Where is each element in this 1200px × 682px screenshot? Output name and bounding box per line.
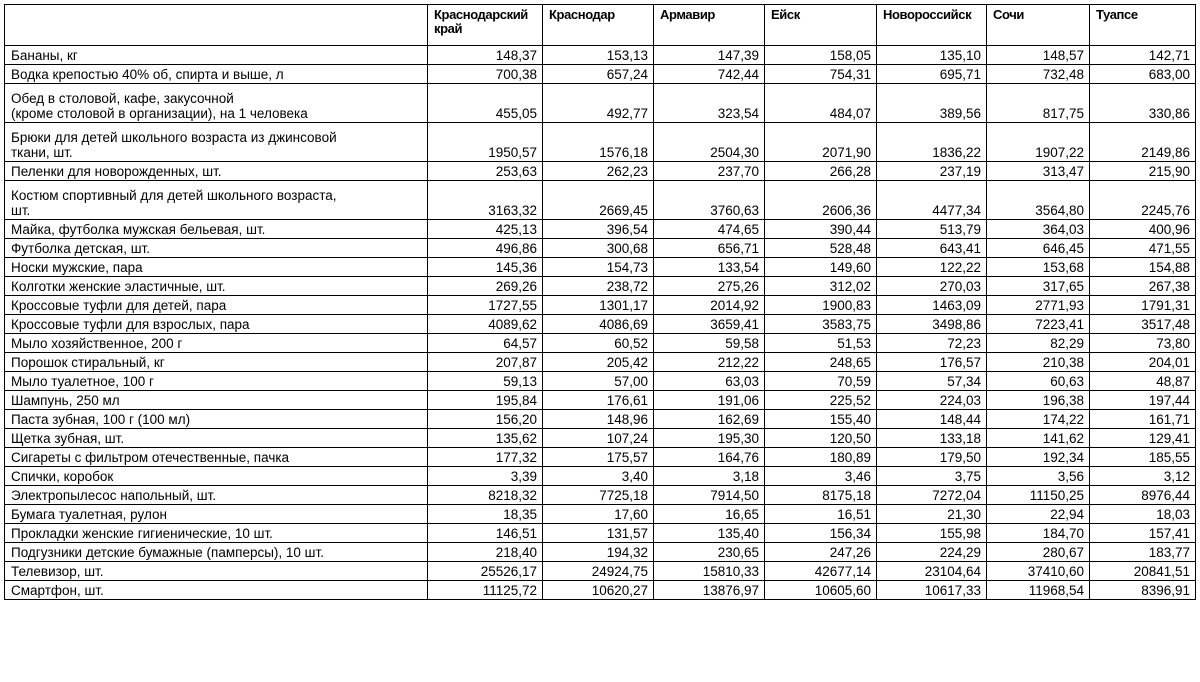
price-cell: 153,68 (987, 258, 1090, 277)
price-cell: 145,36 (428, 258, 543, 277)
table-row (5, 277, 1196, 296)
price-cell: 120,50 (765, 429, 877, 448)
price-cell: 496,86 (428, 239, 543, 258)
header-tuapse: Туапсе (1090, 5, 1196, 46)
price-cell: 1463,09 (877, 296, 987, 315)
price-cell: 59,58 (654, 334, 765, 353)
price-cell: 107,24 (543, 429, 654, 448)
price-cell: 11125,72 (428, 581, 543, 600)
price-cell: 817,75 (987, 84, 1090, 123)
row-label: Майка, футболка мужская бельевая, шт. (5, 220, 428, 239)
price-cell: 8175,18 (765, 486, 877, 505)
price-cell: 154,88 (1090, 258, 1196, 277)
price-cell: 21,30 (877, 505, 987, 524)
table-row (5, 543, 1196, 562)
header-yeysk: Ейск (765, 5, 877, 46)
price-cell: 161,71 (1090, 410, 1196, 429)
price-cell: 330,86 (1090, 84, 1196, 123)
price-table (4, 4, 1196, 600)
price-cell: 2504,30 (654, 123, 765, 162)
price-cell: 238,72 (543, 277, 654, 296)
price-cell: 7914,50 (654, 486, 765, 505)
table-row (5, 296, 1196, 315)
table-row (5, 239, 1196, 258)
price-cell: 153,13 (543, 46, 654, 65)
price-cell: 253,63 (428, 162, 543, 181)
price-cell: 1576,18 (543, 123, 654, 162)
price-cell: 2071,90 (765, 123, 877, 162)
price-cell: 700,38 (428, 65, 543, 84)
price-cell: 8396,91 (1090, 581, 1196, 600)
price-cell: 657,24 (543, 65, 654, 84)
table-row (5, 181, 1196, 220)
price-cell: 18,35 (428, 505, 543, 524)
price-cell: 269,26 (428, 277, 543, 296)
price-cell: 742,44 (654, 65, 765, 84)
price-cell: 10605,60 (765, 581, 877, 600)
price-cell: 148,37 (428, 46, 543, 65)
price-cell: 82,29 (987, 334, 1090, 353)
table-row (5, 372, 1196, 391)
row-label: Прокладки женские гигиенические, 10 шт. (5, 524, 428, 543)
price-cell: 2606,36 (765, 181, 877, 220)
price-cell: 683,00 (1090, 65, 1196, 84)
row-label: Спички, коробок (5, 467, 428, 486)
price-cell: 3,75 (877, 467, 987, 486)
price-cell: 247,26 (765, 543, 877, 562)
price-cell: 183,77 (1090, 543, 1196, 562)
row-label: Паста зубная, 100 г (100 мл) (5, 410, 428, 429)
price-cell: 176,61 (543, 391, 654, 410)
price-cell: 192,34 (987, 448, 1090, 467)
price-cell: 317,65 (987, 277, 1090, 296)
price-cell: 3583,75 (765, 315, 877, 334)
price-cell: 7223,41 (987, 315, 1090, 334)
row-label: Бананы, кг (5, 46, 428, 65)
price-cell: 280,67 (987, 543, 1090, 562)
price-cell: 1791,31 (1090, 296, 1196, 315)
header-krasnodar-krai: Краснодарский край (428, 5, 543, 46)
header-sochi: Сочи (987, 5, 1090, 46)
table-row (5, 391, 1196, 410)
table-row (5, 258, 1196, 277)
header-novorossiysk: Новороссийск (877, 5, 987, 46)
price-cell: 191,06 (654, 391, 765, 410)
table-row (5, 562, 1196, 581)
price-cell: 471,55 (1090, 239, 1196, 258)
row-label: Электропылесос напольный, шт. (5, 486, 428, 505)
price-cell: 3,40 (543, 467, 654, 486)
price-cell: 3498,86 (877, 315, 987, 334)
price-cell: 195,30 (654, 429, 765, 448)
price-cell: 122,22 (877, 258, 987, 277)
price-cell: 215,90 (1090, 162, 1196, 181)
price-cell: 155,98 (877, 524, 987, 543)
price-cell: 646,45 (987, 239, 1090, 258)
price-cell: 204,01 (1090, 353, 1196, 372)
price-cell: 17,60 (543, 505, 654, 524)
table-row (5, 162, 1196, 181)
price-cell: 73,80 (1090, 334, 1196, 353)
price-cell: 732,48 (987, 65, 1090, 84)
price-cell: 218,40 (428, 543, 543, 562)
price-cell: 1950,57 (428, 123, 543, 162)
table-row (5, 410, 1196, 429)
price-cell: 1907,22 (987, 123, 1090, 162)
price-cell: 400,96 (1090, 220, 1196, 239)
price-cell: 64,57 (428, 334, 543, 353)
table-row (5, 524, 1196, 543)
price-cell: 3,56 (987, 467, 1090, 486)
row-label: Мыло хозяйственное, 200 г (5, 334, 428, 353)
row-label: Мыло туалетное, 100 г (5, 372, 428, 391)
table-row (5, 448, 1196, 467)
price-cell: 474,65 (654, 220, 765, 239)
price-cell: 695,71 (877, 65, 987, 84)
price-cell: 72,23 (877, 334, 987, 353)
price-cell: 63,03 (654, 372, 765, 391)
price-cell: 60,63 (987, 372, 1090, 391)
price-cell: 8976,44 (1090, 486, 1196, 505)
price-cell: 237,70 (654, 162, 765, 181)
price-cell: 16,65 (654, 505, 765, 524)
price-cell: 1836,22 (877, 123, 987, 162)
table-row (5, 581, 1196, 600)
price-cell: 1301,17 (543, 296, 654, 315)
price-cell: 643,41 (877, 239, 987, 258)
price-cell: 18,03 (1090, 505, 1196, 524)
table-row (5, 334, 1196, 353)
price-cell: 42677,14 (765, 562, 877, 581)
price-cell: 177,32 (428, 448, 543, 467)
price-cell: 176,57 (877, 353, 987, 372)
price-cell: 390,44 (765, 220, 877, 239)
price-cell: 224,03 (877, 391, 987, 410)
price-cell: 2014,92 (654, 296, 765, 315)
header-armavir: Армавир (654, 5, 765, 46)
price-cell: 149,60 (765, 258, 877, 277)
price-cell: 3,12 (1090, 467, 1196, 486)
price-cell: 135,62 (428, 429, 543, 448)
row-label: Шампунь, 250 мл (5, 391, 428, 410)
price-cell: 154,73 (543, 258, 654, 277)
price-cell: 148,44 (877, 410, 987, 429)
price-cell: 141,62 (987, 429, 1090, 448)
table-row (5, 46, 1196, 65)
row-label: Кроссовые туфли для взрослых, пара (5, 315, 428, 334)
price-cell: 195,84 (428, 391, 543, 410)
header-row (5, 5, 1196, 46)
price-cell: 484,07 (765, 84, 877, 123)
price-cell: 396,54 (543, 220, 654, 239)
price-cell: 313,47 (987, 162, 1090, 181)
price-cell: 148,96 (543, 410, 654, 429)
price-cell: 131,57 (543, 524, 654, 543)
header-krasnodar: Краснодар (543, 5, 654, 46)
table-row (5, 65, 1196, 84)
price-cell: 2149,86 (1090, 123, 1196, 162)
price-cell: 3,46 (765, 467, 877, 486)
price-cell: 197,44 (1090, 391, 1196, 410)
price-cell: 157,41 (1090, 524, 1196, 543)
price-cell: 57,34 (877, 372, 987, 391)
price-cell: 364,03 (987, 220, 1090, 239)
row-label: Подгузники детские бумажные (памперсы), 10 шт. (5, 543, 428, 562)
price-cell: 156,34 (765, 524, 877, 543)
price-cell: 162,69 (654, 410, 765, 429)
price-cell: 3659,41 (654, 315, 765, 334)
table-row (5, 220, 1196, 239)
price-cell: 129,41 (1090, 429, 1196, 448)
price-cell: 270,03 (877, 277, 987, 296)
price-cell: 184,70 (987, 524, 1090, 543)
price-cell: 48,87 (1090, 372, 1196, 391)
price-cell: 147,39 (654, 46, 765, 65)
price-cell: 1727,55 (428, 296, 543, 315)
price-cell: 24924,75 (543, 562, 654, 581)
table-row (5, 84, 1196, 123)
price-cell: 142,71 (1090, 46, 1196, 65)
price-cell: 389,56 (877, 84, 987, 123)
price-cell: 4089,62 (428, 315, 543, 334)
price-cell: 528,48 (765, 239, 877, 258)
price-cell: 266,28 (765, 162, 877, 181)
price-cell: 70,59 (765, 372, 877, 391)
price-cell: 135,40 (654, 524, 765, 543)
price-cell: 3,39 (428, 467, 543, 486)
header-blank (5, 5, 428, 46)
price-cell: 513,79 (877, 220, 987, 239)
price-cell: 23104,64 (877, 562, 987, 581)
row-label: Водка крепостью 40% об, спирта и выше, л (5, 65, 428, 84)
price-cell: 158,05 (765, 46, 877, 65)
price-cell: 3760,63 (654, 181, 765, 220)
price-cell: 57,00 (543, 372, 654, 391)
price-cell: 10620,27 (543, 581, 654, 600)
price-cell: 207,87 (428, 353, 543, 372)
price-cell: 194,32 (543, 543, 654, 562)
row-label: Телевизор, шт. (5, 562, 428, 581)
price-cell: 3564,80 (987, 181, 1090, 220)
price-cell: 492,77 (543, 84, 654, 123)
price-cell: 224,29 (877, 543, 987, 562)
price-cell: 2245,76 (1090, 181, 1196, 220)
price-cell: 148,57 (987, 46, 1090, 65)
row-label: Бумага туалетная, рулон (5, 505, 428, 524)
price-cell: 60,52 (543, 334, 654, 353)
table-header (5, 5, 1196, 46)
price-cell: 4477,34 (877, 181, 987, 220)
price-cell: 11968,54 (987, 581, 1090, 600)
row-label: Обед в столовой, кафе, закусочной (кроме столовой в организации), на 1 человека (5, 84, 428, 123)
price-cell: 25526,17 (428, 562, 543, 581)
row-label: Пеленки для новорожденных, шт. (5, 162, 428, 181)
price-cell: 300,68 (543, 239, 654, 258)
price-cell: 225,52 (765, 391, 877, 410)
price-cell: 156,20 (428, 410, 543, 429)
price-cell: 205,42 (543, 353, 654, 372)
row-label: Колготки женские эластичные, шт. (5, 277, 428, 296)
price-cell: 754,31 (765, 65, 877, 84)
price-cell: 146,51 (428, 524, 543, 543)
price-cell: 275,26 (654, 277, 765, 296)
row-label: Порошок стиральный, кг (5, 353, 428, 372)
price-cell: 1900,83 (765, 296, 877, 315)
price-cell: 312,02 (765, 277, 877, 296)
price-cell: 59,13 (428, 372, 543, 391)
price-cell: 20841,51 (1090, 562, 1196, 581)
price-cell: 2771,93 (987, 296, 1090, 315)
price-cell: 3163,32 (428, 181, 543, 220)
price-cell: 15810,33 (654, 562, 765, 581)
price-cell: 135,10 (877, 46, 987, 65)
price-cell: 11150,25 (987, 486, 1090, 505)
row-label: Брюки для детей школьного возраста из джинсовой ткани, шт. (5, 123, 428, 162)
price-cell: 133,18 (877, 429, 987, 448)
price-cell: 175,57 (543, 448, 654, 467)
price-cell: 180,89 (765, 448, 877, 467)
table-row (5, 486, 1196, 505)
price-cell: 2669,45 (543, 181, 654, 220)
price-cell: 230,65 (654, 543, 765, 562)
price-cell: 8218,32 (428, 486, 543, 505)
table-body (5, 46, 1196, 600)
row-label: Сигареты с фильтром отечественные, пачка (5, 448, 428, 467)
price-cell: 37410,60 (987, 562, 1090, 581)
price-cell: 212,22 (654, 353, 765, 372)
price-cell: 3,18 (654, 467, 765, 486)
price-cell: 133,54 (654, 258, 765, 277)
price-cell: 323,54 (654, 84, 765, 123)
price-cell: 425,13 (428, 220, 543, 239)
row-label: Футболка детская, шт. (5, 239, 428, 258)
table-row (5, 467, 1196, 486)
price-cell: 164,76 (654, 448, 765, 467)
table-row (5, 353, 1196, 372)
table-row (5, 123, 1196, 162)
price-cell: 656,71 (654, 239, 765, 258)
price-cell: 7725,18 (543, 486, 654, 505)
price-cell: 455,05 (428, 84, 543, 123)
price-cell: 16,51 (765, 505, 877, 524)
price-cell: 210,38 (987, 353, 1090, 372)
row-label: Щетка зубная, шт. (5, 429, 428, 448)
price-cell: 196,38 (987, 391, 1090, 410)
price-cell: 248,65 (765, 353, 877, 372)
price-cell: 179,50 (877, 448, 987, 467)
price-cell: 155,40 (765, 410, 877, 429)
row-label: Носки мужские, пара (5, 258, 428, 277)
price-cell: 262,23 (543, 162, 654, 181)
price-cell: 237,19 (877, 162, 987, 181)
price-cell: 3517,48 (1090, 315, 1196, 334)
price-cell: 174,22 (987, 410, 1090, 429)
price-cell: 185,55 (1090, 448, 1196, 467)
row-label: Костюм спортивный для детей школьного возраста, шт. (5, 181, 428, 220)
price-cell: 22,94 (987, 505, 1090, 524)
price-cell: 267,38 (1090, 277, 1196, 296)
price-cell: 7272,04 (877, 486, 987, 505)
row-label: Кроссовые туфли для детей, пара (5, 296, 428, 315)
price-cell: 51,53 (765, 334, 877, 353)
row-label: Смартфон, шт. (5, 581, 428, 600)
table-row (5, 315, 1196, 334)
table-row (5, 505, 1196, 524)
price-cell: 13876,97 (654, 581, 765, 600)
table-row (5, 429, 1196, 448)
price-cell: 10617,33 (877, 581, 987, 600)
price-cell: 4086,69 (543, 315, 654, 334)
